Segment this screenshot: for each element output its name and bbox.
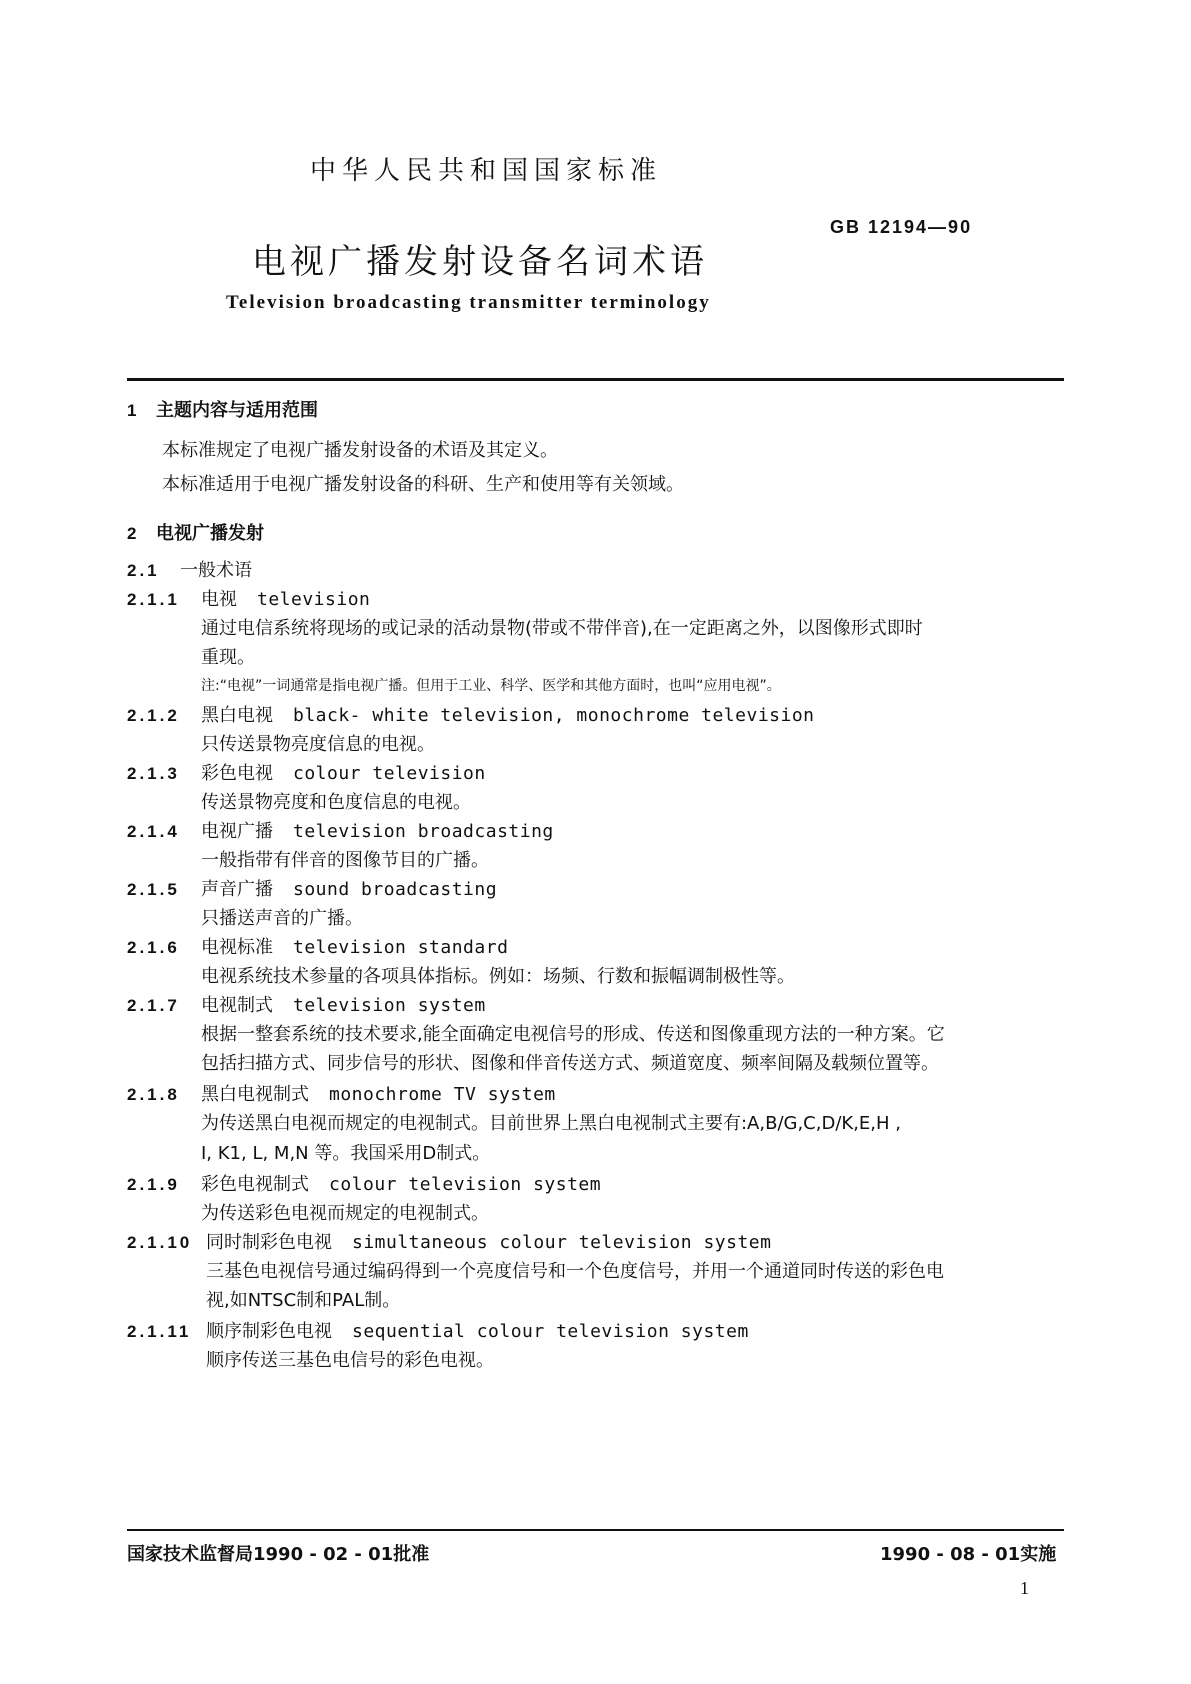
term-english: television [257,589,371,610]
term-chinese: 彩色电视 [201,763,273,784]
section-title: 电视广播发射 [156,523,264,544]
term-number: 2.1.10 [127,1233,193,1252]
section-number: 2 [127,524,140,543]
term-chinese: 声音广播 [201,879,273,900]
term-english: simultaneous colour television system [352,1232,772,1253]
term-definition: 一般指带有伴音的图像节目的广播。 [201,850,489,871]
term-chinese: 电视广播 [201,821,273,842]
section-heading [127,519,264,545]
term-number: 2.1.7 [127,996,180,1015]
term-definition: 只传送景物亮度信息的电视。 [201,734,435,755]
term-note: 注:“电视”一词通常是指电视广播。但用于工业、科学、医学和其他方面时，也叫“应用电视”。 [201,678,781,694]
term-chinese: 电视制式 [201,995,273,1016]
term-definition: 根据一整套系统的技术要求,能全面确定电视信号的形成、传送和图像重现方法的一种方案。它 [201,1024,945,1045]
page-number: 1 [1020,1578,1029,1598]
term-english: black- white television, monochrome television [293,705,815,726]
term-number: 2.1.3 [127,764,180,783]
term-chinese: 黑白电视制式 [201,1084,309,1105]
term-number: 2.1.2 [127,706,180,725]
term-definition: 三基色电视信号通过编码得到一个亮度信号和一个色度信号，并用一个通道同时传送的彩色电 [206,1261,944,1282]
section-title: 主题内容与适用范围 [156,400,318,421]
subsection-title: 一般术语 [180,560,252,581]
effective-date: 1990 - 08 - 01实施 [880,1544,1057,1565]
term-definition: 重现。 [201,647,255,668]
term-number: 2.1.8 [127,1085,180,1104]
term-entry [127,1317,749,1343]
term-definition: 传送景物亮度和色度信息的电视。 [201,792,471,813]
standard-code: GB 12194—90 [830,217,973,237]
issuing-org: 中华人民共和国国家标准 [310,156,663,186]
term-entry [127,817,554,843]
term-entry [127,1170,601,1196]
term-english: sequential colour television system [352,1321,749,1342]
term-entry [127,933,508,959]
subsection-heading [127,556,252,582]
term-number: 2.1.9 [127,1175,180,1194]
page-title: 电视广播发射设备名词术语 [252,242,708,282]
term-entry [127,875,497,901]
term-definition: I, K1, L, M,N 等。我国采用D制式。 [201,1143,491,1164]
footer-divider [127,1529,1064,1531]
term-definition: 视,如NTSC制和PAL制。 [206,1290,401,1311]
term-number: 2.1.1 [127,590,180,609]
term-chinese: 电视 [201,589,237,610]
term-entry [127,1228,771,1254]
term-definition: 顺序传送三基色电信号的彩色电视。 [206,1350,494,1371]
term-definition: 包括扫描方式、同步信号的形状、图像和伴音传送方式、频道宽度、频率间隔及载频位置等。 [201,1053,939,1074]
approval-date: 国家技术监督局1990 - 02 - 01批准 [127,1544,430,1565]
term-definition: 只播送声音的广播。 [201,908,363,929]
term-english: sound broadcasting [293,879,498,900]
term-number: 2.1.6 [127,938,180,957]
term-number: 2.1.11 [127,1322,192,1341]
term-english: colour television [293,763,486,784]
page-title-english: Television broadcasting transmitter terminology [226,292,711,313]
term-entry [127,585,370,611]
term-chinese: 顺序制彩色电视 [206,1321,332,1342]
term-chinese: 黑白电视 [201,705,273,726]
header-divider [127,378,1064,381]
subsection-number: 2.1 [127,561,160,580]
term-entry [127,1080,556,1106]
term-chinese: 彩色电视制式 [201,1174,309,1195]
term-definition: 电视系统技术参量的各项具体指标。例如：场频、行数和振幅调制极性等。 [201,966,795,987]
term-entry [127,991,486,1017]
term-definition: 为传送黑白电视而规定的电视制式。目前世界上黑白电视制式主要有:A,B/G,C,D/K,E,H , [201,1113,901,1134]
term-english: television broadcasting [293,821,554,842]
term-english: monochrome TV system [329,1084,556,1105]
term-entry [127,701,815,727]
term-english: television system [293,995,486,1016]
section-number: 1 [127,401,140,420]
term-chinese: 电视标准 [201,937,273,958]
term-definition: 为传送彩色电视而规定的电视制式。 [201,1203,489,1224]
term-entry [127,759,486,785]
term-english: television standard [293,937,509,958]
term-chinese: 同时制彩色电视 [206,1232,332,1253]
term-number: 2.1.5 [127,880,180,899]
term-english: colour television system [329,1174,602,1195]
term-number: 2.1.4 [127,822,180,841]
paragraph: 本标准规定了电视广播发射设备的术语及其定义。 [162,440,558,461]
paragraph: 本标准适用于电视广播发射设备的科研、生产和使用等有关领域。 [162,474,684,495]
section-heading [127,396,318,422]
term-definition: 通过电信系统将现场的或记录的活动景物(带或不带伴音),在一定距离之外，以图像形式即时 [201,618,923,639]
